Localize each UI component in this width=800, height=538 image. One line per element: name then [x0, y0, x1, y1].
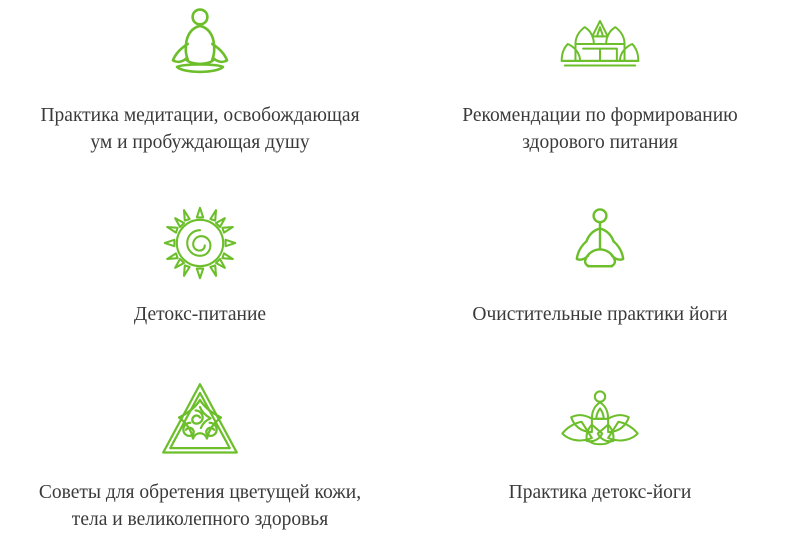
lotus-crown-icon — [552, 2, 648, 86]
feature-caption: Очистительные практики йоги — [472, 304, 728, 326]
spiral-sun-icon — [152, 201, 248, 285]
feature-caption: Рекомендации по формированию здорового питания — [462, 105, 738, 154]
feature-caption: Практика детокс-йоги — [508, 481, 692, 503]
feature-caption: Советы для обретения цветущей кожи, тела и великолепного здоровья — [38, 481, 362, 530]
feature-item — [400, 359, 800, 538]
lotus-figure-icon — [552, 379, 648, 463]
triquetra-spiral-icon — [152, 379, 248, 463]
feature-caption: Практика медитации, освобождающая ум и пробуждающая душу — [40, 105, 360, 154]
feature-item — [0, 359, 400, 538]
feature-item — [0, 0, 400, 179]
feature-item — [400, 0, 800, 179]
yoga-pose-figure-icon — [552, 201, 648, 285]
feature-item — [400, 179, 800, 358]
feature-caption: Детокс-питание — [133, 304, 267, 326]
meditating-figure-icon — [152, 2, 248, 86]
feature-item — [0, 179, 400, 358]
